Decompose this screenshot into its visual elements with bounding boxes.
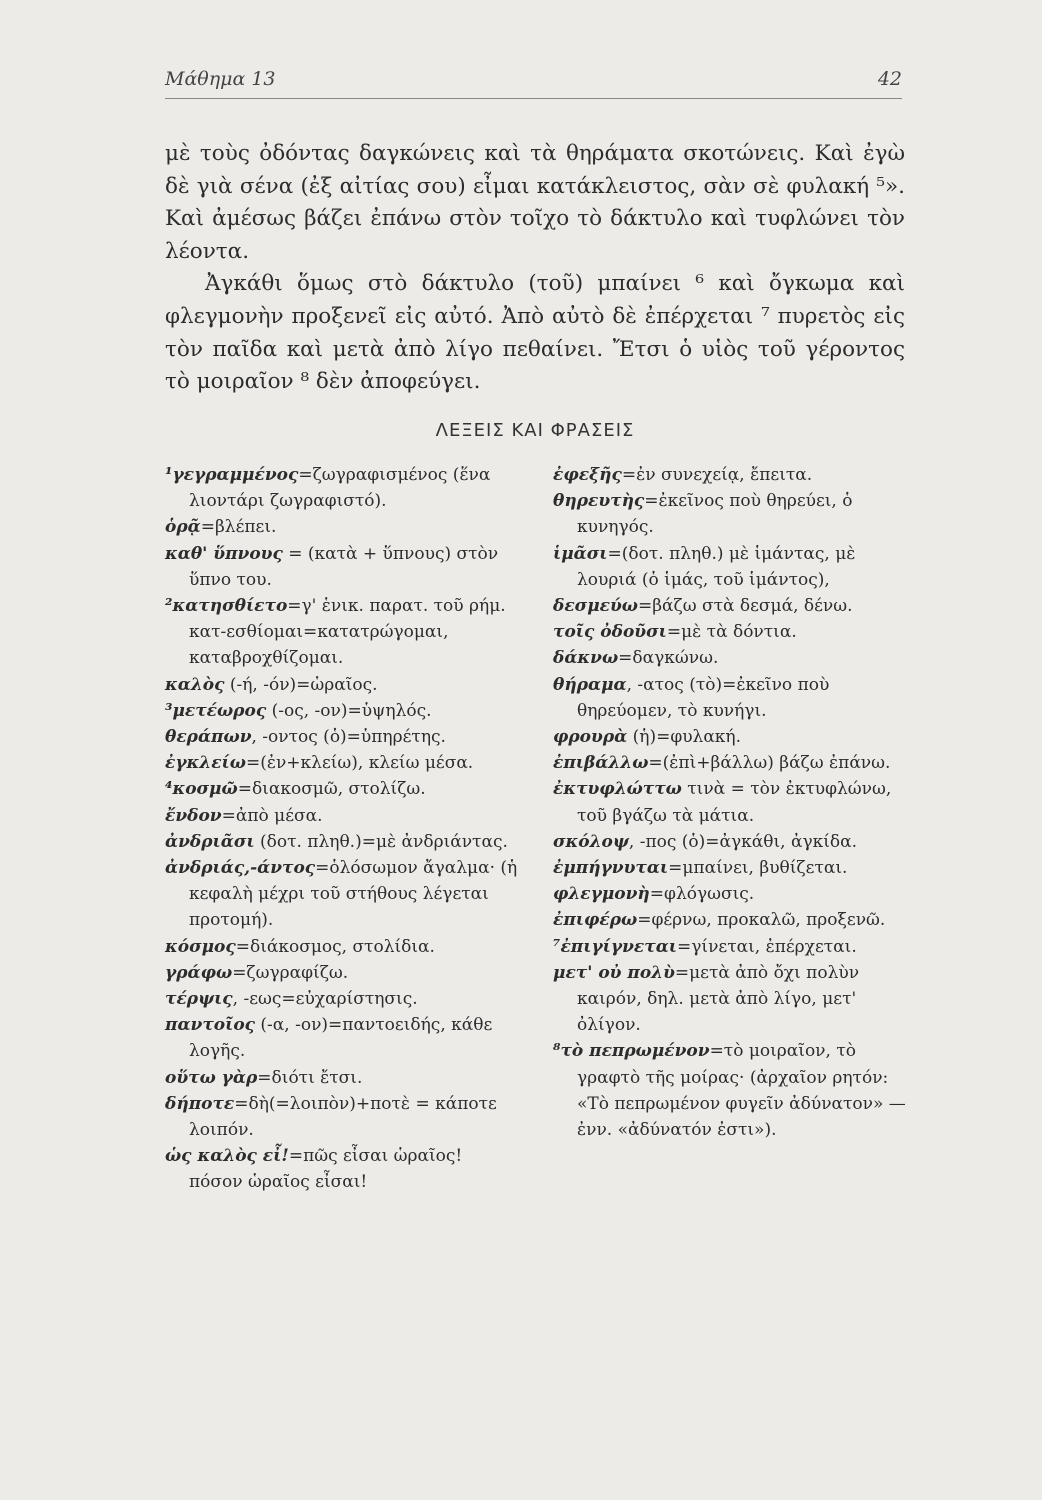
glossary-entry xyxy=(165,672,520,698)
glossary-term: ἀνδριάς,-άντος xyxy=(165,858,316,879)
glossary-definition: =μὲ τὰ δόντια. xyxy=(666,622,797,643)
glossary-term: γράφω xyxy=(165,962,233,983)
glossary-entry xyxy=(553,593,908,619)
glossary-term: ἔνδον xyxy=(165,805,222,826)
glossary-term: ἐφεξῆς xyxy=(553,465,622,485)
glossary-definition: =φλόγωσις. xyxy=(649,884,755,905)
glossary-entry xyxy=(553,934,908,960)
glossary-entry xyxy=(165,855,520,934)
glossary-entry xyxy=(553,619,908,645)
glossary-entry xyxy=(553,488,908,540)
glossary-term: κόσμος xyxy=(165,936,236,957)
glossary-definition: =δαγκώνω. xyxy=(618,648,719,669)
glossary-entry xyxy=(165,1143,520,1195)
glossary-entry xyxy=(553,724,908,750)
glossary-term: ὁρᾷ xyxy=(165,517,201,538)
glossary-entry xyxy=(553,750,908,776)
glossary-term: φρουρὰ xyxy=(553,727,628,748)
glossary-term: καθ' ὕπνους xyxy=(165,543,283,564)
glossary-definition: =γ' ἑνικ. παρατ. τοῦ ρήμ. κατ-εσθίομαι=κατατρώγομαι, καταβροχθίζομαι. xyxy=(189,596,506,669)
glossary-entry xyxy=(553,960,908,1039)
glossary-definition: (-α, -ον)=παντοειδής, κάθε λογῆς. xyxy=(189,1015,493,1062)
glossary-definition: , -ατος (τὸ)=ἐκεῖνο ποὺ θηρεύομεν, τὸ κυνήγι. xyxy=(577,674,830,721)
glossary-definition: (ἡ)=φυλακή. xyxy=(627,727,742,748)
glossary-definition: (-ος, -ον)=ὑψηλός. xyxy=(266,700,432,721)
glossary-term: ὡς καλὸς εἶ! xyxy=(165,1146,289,1167)
glossary-term: καλὸς xyxy=(165,674,225,695)
glossary-definition: =(δοτ. πληθ.) μὲ ἱμάντας, μὲ λουριά (ὁ ἱμάς, τοῦ ἱμάντος), xyxy=(577,543,856,590)
glossary-term: ²κατησθίετο xyxy=(165,596,288,617)
paragraph-1: μὲ τοὺς ὀδόντας δαγκώνεις καὶ τὰ θηράματα σκοτώνεις. Καὶ ἐγὼ δὲ γιὰ σένα (ἐξ αἰτίας σου) εἶμαι κατάκλειστος, σὰν σὲ φυλακή ⁵». Καὶ ἀμέσως βάζει ἐπάνω στὸν τοῖχο τὸ δάκτυλο καὶ τυφλώνει τὸν λέοντα. xyxy=(165,141,905,264)
glossary-entry xyxy=(553,672,908,724)
glossary-term: ἐκτυφλώττω xyxy=(553,779,682,800)
glossary-definition: =ζωγραφίζω. xyxy=(232,962,349,983)
glossary-definition: =μπαίνει, βυθίζεται. xyxy=(668,858,848,879)
glossary-definition: =μετὰ ἀπὸ ὄχι πολὺν καιρόν, δηλ. μετὰ ἀπὸ λίγο, μετ' ὀλίγον. xyxy=(577,962,860,1036)
glossary-term: ἀνδριᾶσι xyxy=(165,831,255,852)
glossary-entry xyxy=(553,907,908,933)
glossary-entry xyxy=(553,645,908,671)
glossary-term: δάκνω xyxy=(553,648,619,669)
glossary-term: ἐπιβάλλω xyxy=(553,753,649,774)
glossary-entry xyxy=(553,829,908,855)
glossary-definition: = (κατὰ + ὕπνους) στὸν ὕπνο του. xyxy=(189,543,499,590)
glossary-definition: =διακοσμῶ, στολίζω. xyxy=(237,779,426,800)
glossary-term: ⁸τὸ πεπρωμένον xyxy=(553,1041,710,1062)
glossary-definition: τινὰ = τὸν ἐκτυφλώνω, τοῦ βγάζω τὰ μάτια. xyxy=(577,779,892,826)
section-title: ΛΕΞΕΙΣ ΚΑΙ ΦΡΑΣΕΙΣ xyxy=(435,420,635,441)
paragraph-2: Ἀγκάθι ὅμως στὸ δάκτυλο (τοῦ) μπαίνει ⁶ καὶ ὄγκωμα καὶ φλεγμονὴν προξενεῖ εἰς αὐτό. Ἀπὸ αὐτὸ δὲ ἐπέρχεται ⁷ πυρετὸς εἰς τὸν παῖδα καὶ μετὰ ἀπὸ λίγο πεθαίνει. Ἔτσι ὁ υἱὸς τοῦ γέροντος τὸ μοιραῖον ⁸ δὲν ἀποφεύγει. xyxy=(165,271,905,395)
glossary-definition: =φέρνω, προκαλῶ, προξενῶ. xyxy=(637,910,886,931)
glossary-term: ⁴κοσμῶ xyxy=(165,779,238,800)
glossary-definition: =ἀπὸ μέσα. xyxy=(221,805,323,826)
glossary-term: οὕτω γὰρ xyxy=(165,1067,258,1088)
glossary-definition: =διάκοσμος, στολίδια. xyxy=(235,936,435,957)
glossary-entry xyxy=(165,776,520,802)
glossary-right-column xyxy=(553,462,908,1143)
page-header xyxy=(165,68,902,98)
glossary-entry xyxy=(553,462,908,488)
glossary-left-column xyxy=(165,462,520,1196)
glossary-definition: , -εως=εὐχαρίστησις. xyxy=(232,989,418,1010)
header-rule xyxy=(165,98,902,99)
glossary-entry xyxy=(165,829,520,855)
glossary-entry xyxy=(165,960,520,986)
glossary-term: δεσμεύω xyxy=(553,596,638,617)
glossary-definition: =βλέπει. xyxy=(200,517,277,538)
glossary-term: φλεγμονὴ xyxy=(553,884,650,905)
glossary-term: ⁷ἐπιγίγνεται xyxy=(553,936,677,957)
glossary-term: τέρψις xyxy=(165,989,233,1010)
lesson-title: Μάθημα 13 xyxy=(165,68,276,90)
glossary-definition: =γίνεται, ἐπέρχεται. xyxy=(677,936,857,957)
glossary-term: παντοῖος xyxy=(165,1015,256,1036)
glossary-term: σκόλοψ xyxy=(553,831,629,852)
main-passage xyxy=(165,138,905,399)
glossary-term: ³μετέωρος xyxy=(165,700,267,721)
glossary-definition: =(ἐπὶ+βάλλω) βάζω ἐπάνω. xyxy=(648,753,891,774)
glossary-definition: =ἐκεῖνος ποὺ θηρεύει, ὁ κυνηγός. xyxy=(577,491,853,538)
glossary-entry xyxy=(165,698,520,724)
glossary-term: ἐμπήγνυται xyxy=(553,858,669,879)
glossary-entry xyxy=(165,593,520,672)
glossary-term: ἱμᾶσι xyxy=(553,543,608,564)
glossary-entry xyxy=(553,776,908,828)
page-number: 42 xyxy=(877,68,902,90)
glossary-definition: =ζωγραφισμένος (ἕνα λιοντάρι ζωγραφιστό). xyxy=(189,465,491,512)
glossary-entry xyxy=(165,1012,520,1064)
glossary-term: ἐγκλείω xyxy=(165,753,246,774)
glossary-term: θηρευτὴς xyxy=(553,491,645,512)
glossary-definition: =ὁλόσωμον ἄγαλμα· (ἡ κεφαλὴ μέχρι τοῦ στήθους λέγεται προτομή). xyxy=(189,858,518,931)
glossary-definition: =δὴ(=λοιπὸν)+ποτὲ = κάποτε λοιπόν. xyxy=(189,1093,497,1141)
glossary-definition: =(ἐν+κλείω), κλείω μέσα. xyxy=(245,753,474,774)
glossary-entry xyxy=(165,803,520,829)
glossary-entry xyxy=(165,1091,520,1143)
glossary-term: δήποτε xyxy=(165,1093,235,1114)
glossary-entry xyxy=(553,541,908,593)
glossary-term: τοῖς ὀδοῦσι xyxy=(553,622,667,643)
glossary-entry xyxy=(553,1038,908,1143)
glossary-entry xyxy=(165,1065,520,1091)
glossary-entry xyxy=(165,541,520,593)
glossary-entry xyxy=(165,462,520,514)
glossary-entry xyxy=(165,986,520,1012)
glossary-definition: =τὸ μοιραῖον, τὸ γραφτὸ τῆς μοίρας· (ἀρχαῖον ρητόν: «Τὸ πεπρωμένον φυγεῖν ἀδύνατον» — ἐνν. «ἀδύνατόν ἐστι»). xyxy=(577,1041,906,1141)
glossary-term: θήραμα xyxy=(553,674,627,695)
glossary-definition: =ἐν συνεχείᾳ, ἔπειτα. xyxy=(621,465,813,485)
glossary-entry xyxy=(165,514,520,540)
glossary-definition: =διότι ἔτσι. xyxy=(257,1067,363,1088)
glossary-term: μετ' οὐ πολὺ xyxy=(553,962,675,983)
glossary-entry xyxy=(553,881,908,907)
glossary-entry xyxy=(553,855,908,881)
glossary-definition: , -πος (ὁ)=ἀγκάθι, ἀγκίδα. xyxy=(628,831,858,852)
glossary-definition: , -οντος (ὁ)=ὑπηρέτης. xyxy=(251,727,446,748)
glossary-entry xyxy=(165,934,520,960)
glossary-definition: (-ή, -όν)=ὡραῖος. xyxy=(224,674,378,695)
glossary-definition: (δοτ. πληθ.)=μὲ ἀνδριάντας. xyxy=(254,831,508,852)
glossary-term: ¹γεγραμμένος xyxy=(165,465,299,485)
glossary-definition: =πῶς εἶσαι ὡραῖος! πόσον ὡραῖος εἶσαι! xyxy=(189,1146,463,1193)
glossary-term: ἐπιφέρω xyxy=(553,910,638,931)
glossary-entry xyxy=(165,750,520,776)
glossary-definition: =βάζω στὰ δεσμά, δένω. xyxy=(637,596,853,617)
glossary-entry xyxy=(165,724,520,750)
glossary-term: θεράπων xyxy=(165,727,252,748)
